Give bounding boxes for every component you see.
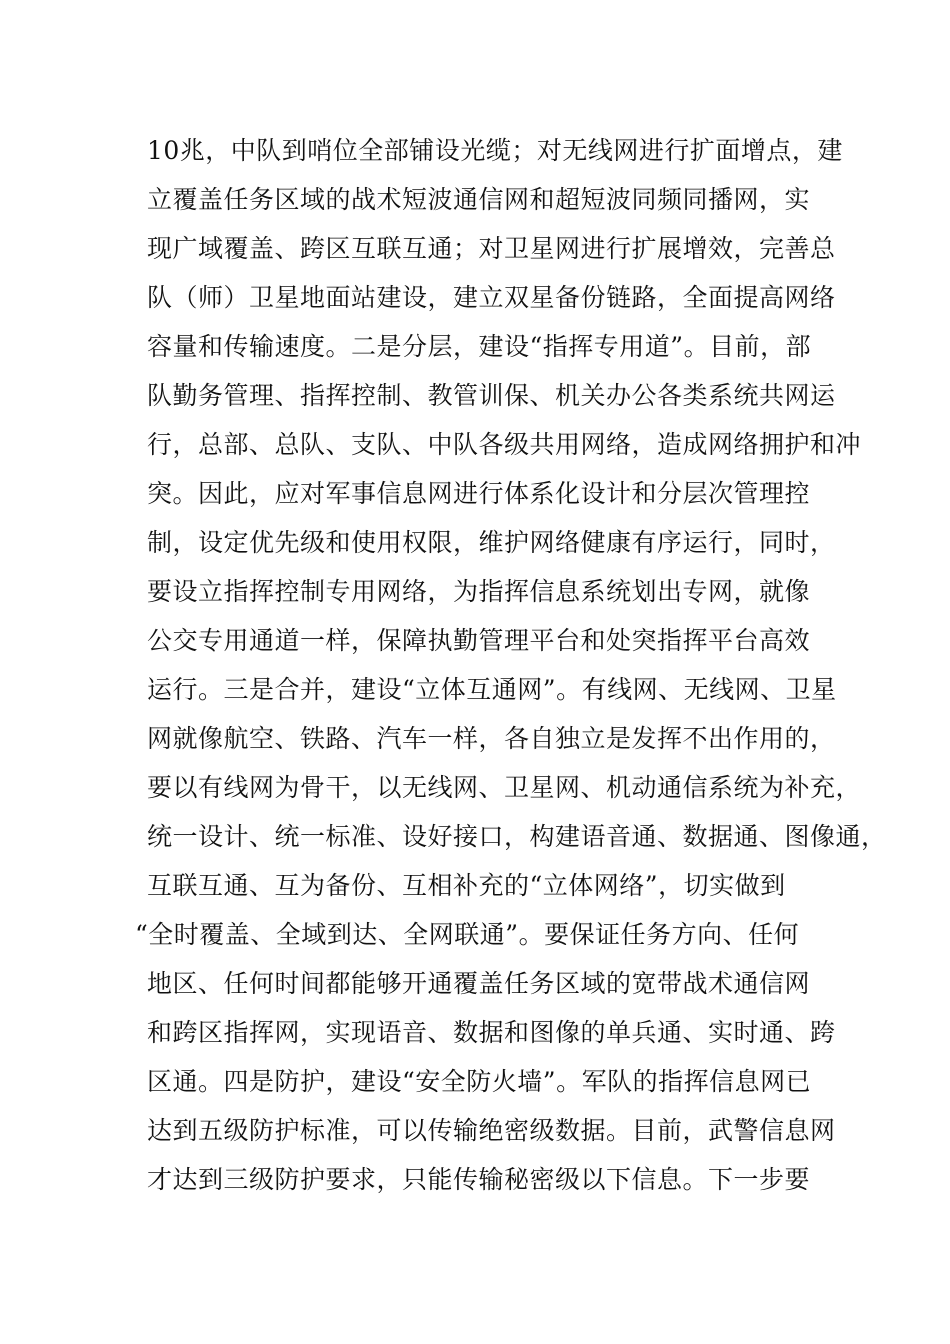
text-line: 统一设计、统一标准、设好接口，构建语音通、数据通、图像通， [147, 822, 887, 851]
text-line: 达到五级防护标准，可以传输绝密级数据。目前，武警信息网 [147, 1116, 836, 1145]
text-line: 才达到三级防护要求，只能传输秘密级以下信息。下一步要 [147, 1165, 811, 1194]
text-line: 10兆，中队到哨位全部铺设光缆；对无线网进行扩面增点，建 [147, 136, 843, 165]
text-line: 要以有线网为骨干，以无线网、卫星网、机动通信系统为补充， [147, 773, 862, 802]
text-line: 公交专用通道一样，保障执勤管理平台和处突指挥平台高效 [147, 626, 811, 655]
text-line: 制，设定优先级和使用权限，维护网络健康有序运行，同时， [147, 528, 836, 557]
text-line: 网就像航空、铁路、汽车一样，各自独立是发挥不出作用的， [147, 724, 836, 753]
text-line: 突。因此，应对军事信息网进行体系化设计和分层次管理控 [147, 479, 811, 508]
text-line: 互联互通、互为备份、互相补充的“立体网络”，切实做到 [147, 871, 786, 900]
text-line: 容量和传输速度。二是分层，建设“指挥专用道”。目前，部 [147, 332, 812, 361]
text-line: 队勤务管理、指挥控制、教管训保、机关办公各类系统共网运 [147, 381, 836, 410]
body-text [135, 126, 887, 1204]
text-line: 现广域覆盖、跨区互联互通；对卫星网进行扩展增效，完善总 [147, 234, 836, 263]
text-line: 要设立指挥控制专用网络，为指挥信息系统划出专网，就像 [147, 577, 811, 606]
text-line: 行，总部、总队、支队、中队各级共用网络，造成网络拥护和冲 [147, 430, 862, 459]
text-line: 立覆盖任务区域的战术短波通信网和超短波同频同播网，实 [147, 185, 811, 214]
text-line: 队（师）卫星地面站建设，建立双星备份链路，全面提高网络 [147, 283, 836, 312]
text-line: 和跨区指挥网，实现语音、数据和图像的单兵通、实时通、跨 [147, 1018, 836, 1047]
text-line: 运行。三是合并，建设“立体互通网”。有线网、无线网、卫星 [147, 675, 837, 704]
text-line: 地区、任何时间都能够开通覆盖任务区域的宽带战术通信网 [147, 969, 811, 998]
text-line: 区通。四是防护，建设“安全防火墙”。军队的指挥信息网已 [147, 1067, 812, 1096]
text-line: “全时覆盖、全域到达、全网联通”。要保证任务方向、任何 [135, 920, 800, 949]
